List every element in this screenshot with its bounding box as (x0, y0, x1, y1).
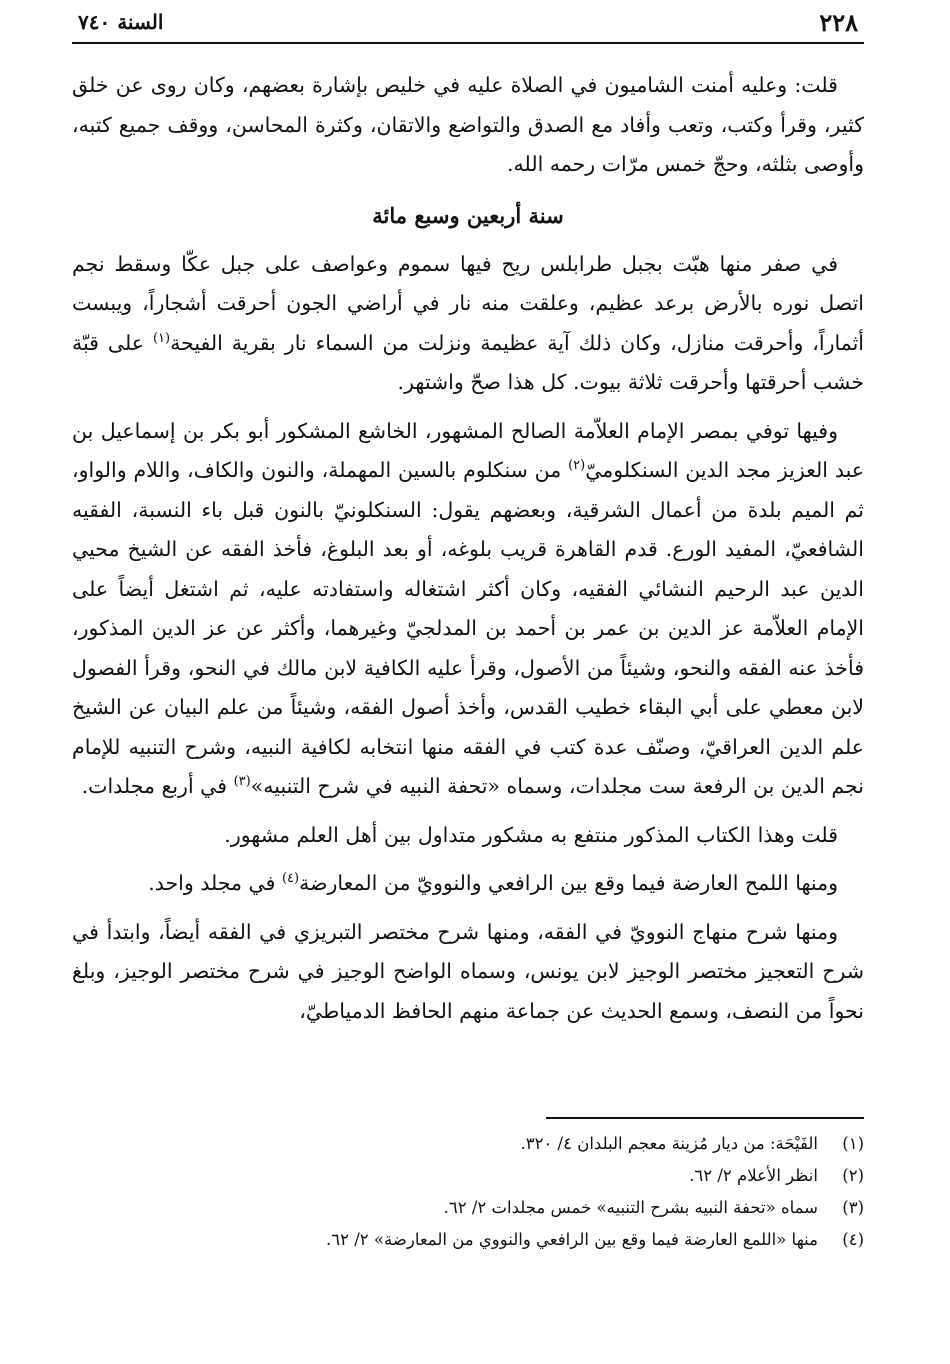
header-rule (72, 42, 864, 44)
footnote-text: سماه «تحفة النبيه بشرح التنبيه» خمس مجلدات ٢/ ٦٢. (443, 1198, 818, 1217)
footnote-rule (546, 1117, 864, 1119)
paragraph: ومنها شرح منهاج النوويّ في الفقه، ومنها شرح مختصر التبريزي في الفقه أيضاً، وابتدأ في شرح التعجيز مختصر الوجيز لابن يونس، وسماه الواضح الوجيز في شرح مختصر الوجيز، وبلغ نحواً من النصف، وسمع الحديث عن جماعة منهم الحافظ الدمياطيّ، (72, 919, 864, 1023)
paragraph: وفيها توفي بمصر الإمام العلاّمة الصالح المشهور، الخاشع المشكور أبو بكر بن إسماعيل بن عبد العزيز مجد الدين السنكلوميّ$^{(٢)}$ من سنكلوم بالسين المهملة، والنون والكاف، واللام والواو، ثم الميم بلدة من أعمال الشرقية، وبعضهم يقول: السنكلونيّ بالنون قبل باء النسبة، الفقيه الشافعيّ، المفيد الورع. قدم القاهرة قريب بلوغه، أو بعد البلوغ، فأخذ الفقه عن الشيخ محيي الدين عبد الرحيم النشائي الفقيه، وكان أكثر اشتغاله واستفادته عليه، ثم اشتغل أيضاً على الإمام العلاّمة عز الدين بن عمر بن أحمد بن المدلجيّ وغيرهما، وأكثر عن عز الدين المذكور، فأخذ عنه الفقه والنحو، وشيئاً من الأصول، وقرأ عليه الكافية لابن مالك في النحو، وقرأ الفصول لابن معطي على أبي البقاء خطيب القدس، وأخذ أصول الفقه، وشيئاً من علم البيان عن الشيخ علم الدين العراقيّ، وصنّف عدة كتب في الفقه منها انتخابه لكافية النبيه، وشرح التنبيه للإمام نجم الدين بن الرفعة ست مجلدات، وسماه «تحفة النبيه في شرح التنبيه»$^{(٣)}$ في أربع مجلدات. (72, 418, 865, 798)
main-text (72, 66, 864, 1031)
footnote-text: انظر الأعلام ٢/ ٦٢. (689, 1166, 818, 1185)
page-number: ٢٢٨ (819, 8, 858, 37)
footnote-number: (٢) (842, 1166, 864, 1185)
footnote-number: (١) (842, 1134, 864, 1153)
footnote-ref: (١) (152, 330, 171, 346)
footnote-ref: (٢) (568, 458, 586, 473)
footnotes (72, 1128, 864, 1256)
footnote (72, 1224, 864, 1256)
book-page (72, 0, 864, 1364)
footnote (72, 1128, 864, 1160)
footnote-ref: (٣) (233, 774, 251, 789)
paragraph: ومنها اللمح العارضة فيما وقع بين الرافعي والنوويّ من المعارضة$^{(٤)}$ في مجلد واحد. (148, 871, 838, 895)
footnote-text: الفَيْحَة: من ديار مُزينة معجم البلدان ٤/ ٣٢٠. (520, 1134, 818, 1153)
footnote (72, 1160, 864, 1192)
footnote (72, 1192, 864, 1224)
paragraph: قلت وهذا الكتاب المذكور منتفع به مشكور متداول بين أهل العلم مشهور. (224, 822, 838, 847)
page-header (72, 8, 864, 38)
paragraph: في صفر منها هبّت بجبل طرابلس ريح فيها سموم وعواصف على جبل عكّا وسقط نجم اتصل نوره بالأرض برعد عظيم، وعلقت منه نار في أراضي الجون أحرقت أشجاراً، ويبست أثماراً، وأحرقت منازل، وكان ذلك آية عظيمة ونزلت من السماء نار بقرية الفيحة$^{(١)}$ على قبّة خشب أحرقتها وأحرقت ثلاثة بيوت. كل هذا صحّ واشتهر. (72, 251, 864, 394)
running-head: السنة ٧٤٠ (78, 10, 164, 34)
section-title: سنة أربعين وسبع مائة (372, 202, 564, 228)
footnote-text: منها «اللمع العارضة فيما وقع بين الرافعي والنووي من المعارضة» ٢/ ٦٢. (325, 1230, 818, 1249)
footnote-number: (٣) (842, 1198, 864, 1217)
footnote-number: (٤) (842, 1230, 864, 1249)
footnote-ref: (٤) (281, 871, 300, 886)
paragraph: قلت: وعليه أمنت الشاميون في الصلاة عليه في خليص بإشارة بعضهم، وكان روى عن خلق كثير، وقرأ وكتب، وتعب وأفاد مع الصدق والتواضع والاتقان، وكثرة المحاسن، ووقف جميع كتبه، وأوصى بثلثه، وحجّ خمس مرّات رحمه الله. (72, 73, 864, 176)
